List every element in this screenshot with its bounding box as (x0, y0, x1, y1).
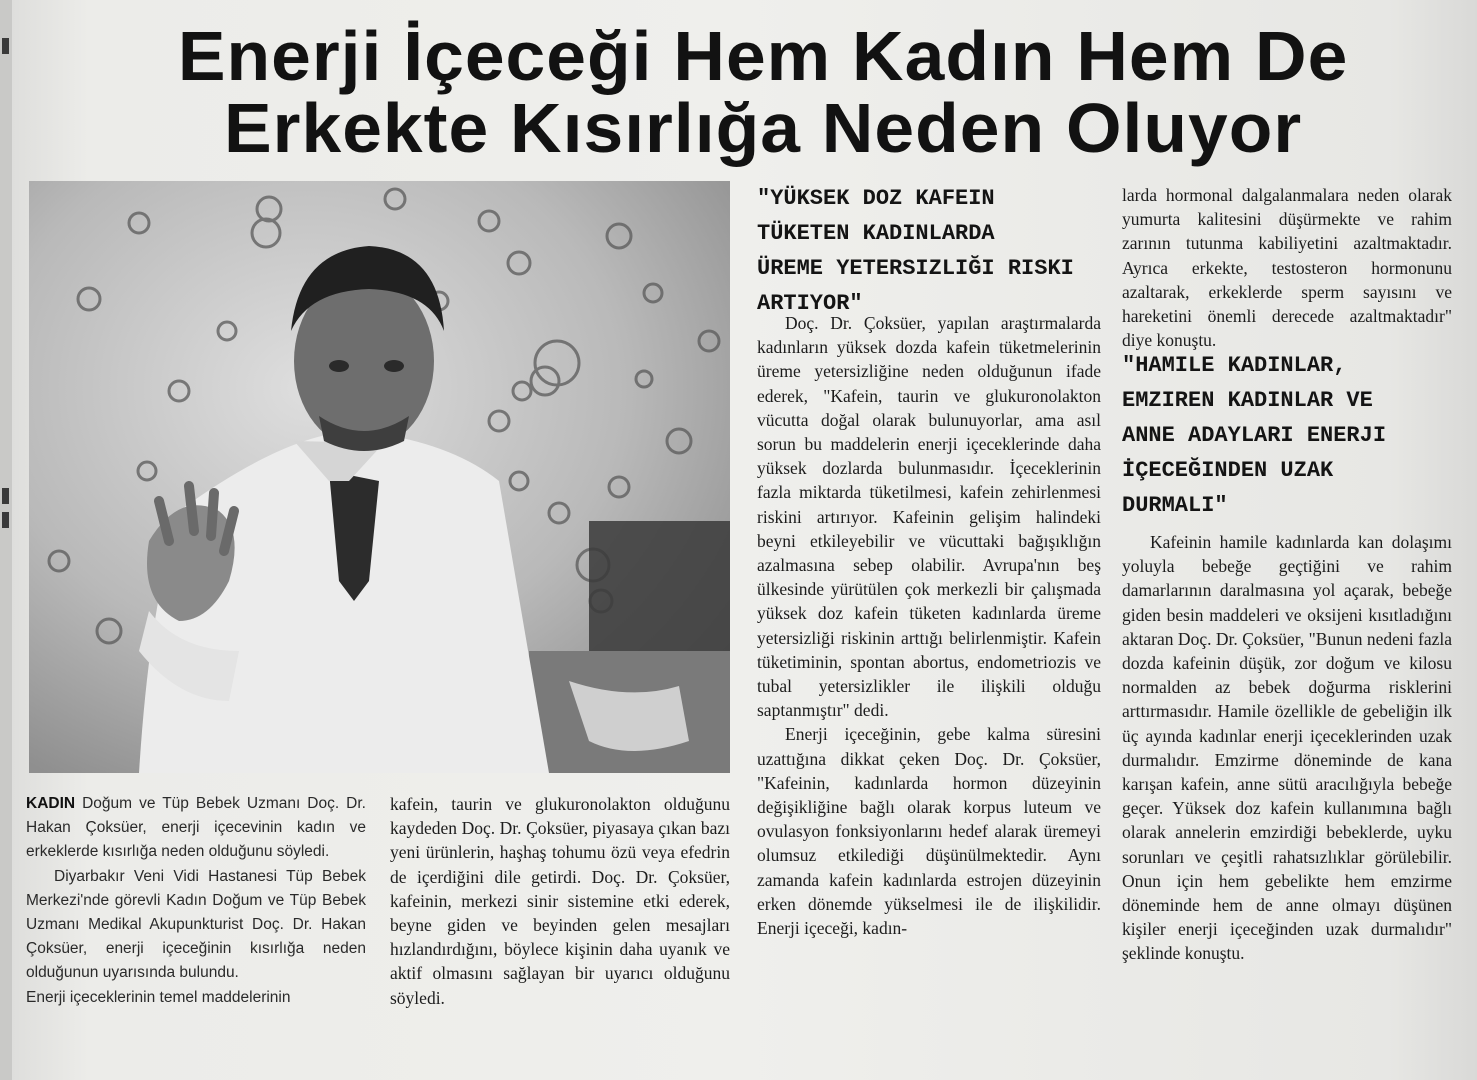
subheading-2-line: EMZIREN KADINLAR VE (1122, 388, 1373, 413)
subheading-1-line: ÜREME YETERSIZLIĞI RISKI (757, 256, 1074, 281)
subheading-2-line: İÇECEĞINDEN UZAK (1122, 458, 1334, 483)
margin-mark (2, 512, 9, 528)
column-2-paragraph: kafein, taurin ve glukuronolakton olduğunu kaydeden Doç. Dr. Çoksüer, piyasaya çıkan bazı yeni ürünlerin, haşhaş tohumu özü veya efedrin de içerdiğini dile getirdi. Doç. Dr. Çoksüer, kafeinin, merkezi sinir sistemine etki ederek, beyne giden ve beyinden gelen mesajları hızlandırdığını, böylece kişinin daha uyanık ve aktif olmasını sağlayan bir uyarıcı olduğunu söyledi. (390, 794, 730, 1008)
article-column-3 (757, 311, 1101, 940)
article-column-4-bottom (1122, 530, 1452, 966)
caption-text: Doğum ve Tüp Bebek Uzmanı Doç. Dr. Hakan Çoksüer, enerji içecevinin kadın ve erkeklerde kısırlığa neden olduğunu söyledi. (26, 795, 366, 861)
doctor-photo (29, 181, 730, 773)
article-column-2 (390, 792, 730, 1010)
subheading-2-line: DURMALI" (1122, 493, 1228, 518)
subheading-2 (1122, 348, 1452, 523)
headline-line-1: Enerji İçeceği Hem Kadın Hem De (177, 17, 1349, 95)
photo-caption-column (26, 792, 366, 1010)
subheading-2-line: "HAMILE KADINLAR, (1122, 353, 1347, 378)
subheading-1-line: TÜKETEN KADINLARDA (757, 221, 995, 246)
caption-paragraph-1 (26, 792, 366, 865)
caption-lead-word: KADIN (26, 795, 76, 812)
caption-paragraph-3: Enerji içeceklerinin temel maddelerinin (26, 988, 291, 1006)
article-headline (44, 17, 1477, 167)
article-column-4-top (1122, 183, 1452, 352)
headline-line-2: Erkekte Kısırlığa Neden Oluyor (224, 89, 1303, 167)
caption-paragraph-2: Diyarbakır Veni Vidi Hastanesi Tüp Bebek Merkezi'nde görevli Kadın Doğum ve Tüp Bebek Uzmanı Medikal Akupunkturist Doç. Dr. Hakan Çoksüer, enerji içeceğinin kısırlığa neden olduğunun uyarısında bulundu. (26, 867, 366, 982)
margin-mark (2, 488, 9, 504)
subheading-2-line: ANNE ADAYLARI ENERJI (1122, 423, 1387, 448)
margin-mark (2, 38, 9, 54)
subheading-1-line: ARTIYOR" (757, 291, 863, 316)
scan-margin (0, 0, 12, 1080)
subheading-1 (757, 181, 1101, 321)
column-3-paragraph-2: Enerji içeceğinin, gebe kalma süresini uzattığına dikkat çeken Doç. Dr. Çoksüer, "Kafeinin, kadınlarda hormon düzeyinin değişikliğine bağlı olarak korpus luteum ve ovulasyon fonksiyonlarını hedef alarak üremeyi olumsuz etkilediği düşünülmektedir. Aynı zamanda kafein kadınlarda estrojen düzeyinin erken dönemde yükselmesi ile de ilişkilidir. Enerji içeceği, kadın- (757, 724, 1101, 939)
column-4-paragraph-2: Kafeinin hamile kadınlarda kan dolaşımı yoluyla bebeğe geçtiğini ve rahim damarlarının daralmasına yol açarak, bebeğe giden besin maddeleri ve oksijeni kısıtladığını aktaran Doç. Dr. Çoksüer, "Bunun nedeni fazla dozda kafeinin düşük, zor doğum ve kilosu normalden az bebek doğurma risklerini arttırmasıdır. Hamile özellikle de gebeliğin ilk üç ayında kadınlar enerji içeceklerinden uzak durmalıdır. Emzirme döneminde de kana karışan kafein, anne sütü aracılığıyla bebeğe geçer. Yüksek doz kafein kullanımına bağlı olarak annelerin emzirdiği bebeklerde, uyku sorunları ve çeşitli rahatsızlıklar görülebilir. Onun için hem gebelikte hem emzirme döneminde hem de anne olmayı düşünen kişiler enerji içeceğinden uzak durmalıdır" şeklinde konuştu. (1122, 532, 1452, 964)
column-3-paragraph-1: Doç. Dr. Çoksüer, yapılan araştırmalarda kadınların yüksek dozda kafein tüketmelerinin üreme yetersizliğine neden olduğunun ifade ederek, "Kafein, taurin ve glukuronolakton vücutta doğal olarak bulunuyorlar, ama asıl sorun bu maddelerin enerji içeceklerinde daha yüksek dozlarda bulunmasıdır. İçeceklerinin fazla miktarda tüketilmesi, kafein zehirlenmesi riskini artırıyor. Kafeinin gelişim halindeki beyni etkileyebilir ve vücuttaki bağışıklığın azalmasına sebep olabilir. Avrupa'nın beş ülkesinde yürütülen çok merkezli bir çalışmada yüksek doz kafein tüketen kadınlarda üreme yetersizliği riskinin arttığı belirlenmiştir. Kafein tüketiminin, spontan abortus, endometriozis ve tubal yetersizlikler ile ilişkili olduğu saptanmıştır" dedi. (757, 313, 1101, 721)
column-4-paragraph-1: larda hormonal dalgalanmalara neden olarak yumurta kalitesini düşürmekte ve rahim zarının tutunma kabiliyetini azaltmaktadır. Ayrıca erkekte, testosteron hormonunu azaltarak, erkeklerde sperm sayısını ve hareketini önemli derecede azaltmaktadır" diye konuştu. (1122, 185, 1452, 351)
subheading-1-line: "YÜKSEK DOZ KAFEIN (757, 186, 995, 211)
